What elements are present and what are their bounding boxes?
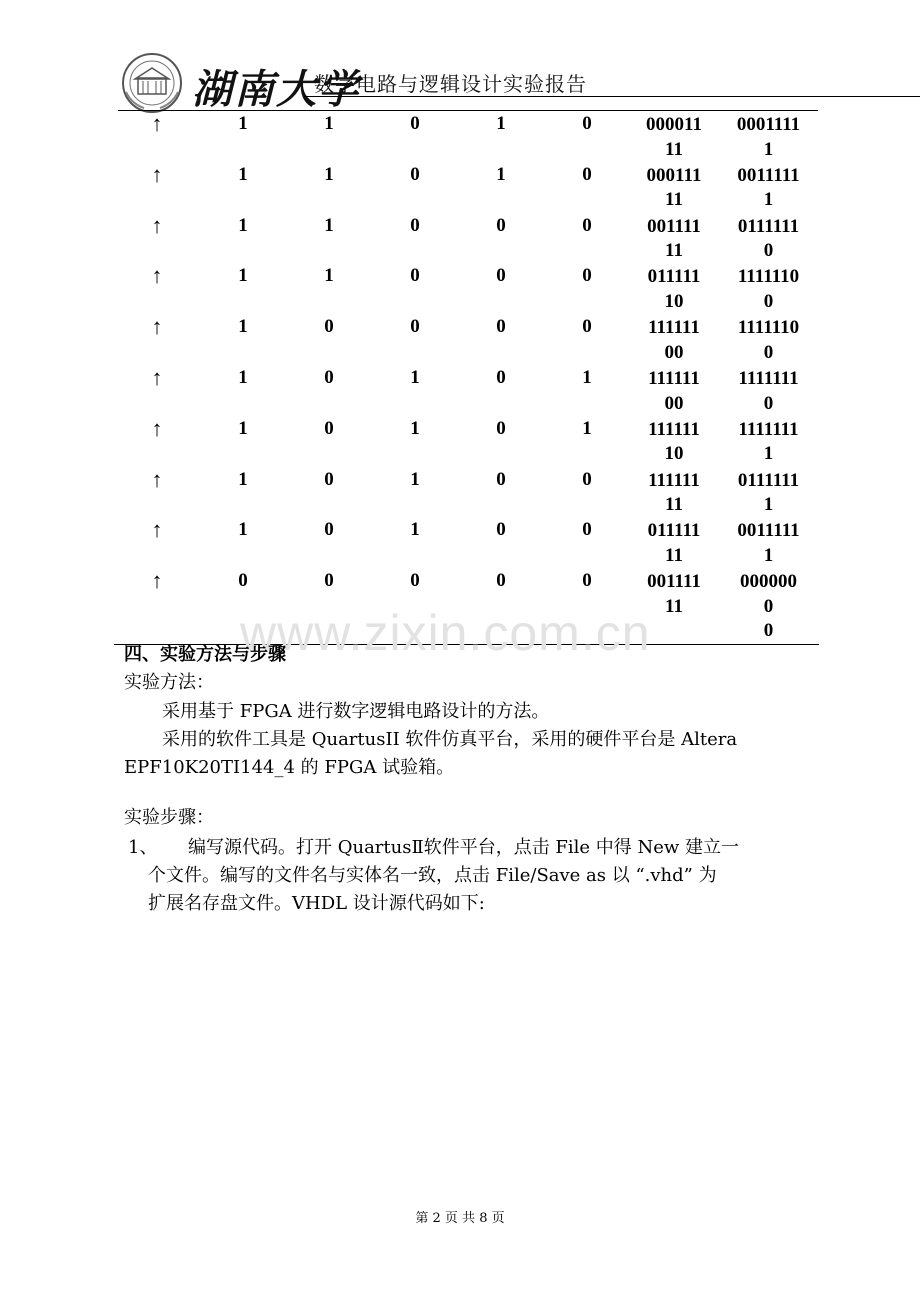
input-a-cell: 1 (238, 417, 248, 439)
clock-cell: ↑ (151, 568, 163, 594)
input-c-cell: 1 (410, 519, 420, 541)
table-row (114, 366, 819, 417)
input-c-cell: 0 (410, 570, 420, 592)
table-row (114, 264, 819, 315)
clock-cell: ↑ (151, 111, 163, 136)
input-c-cell: 0 (410, 316, 420, 338)
step-1-line-2: 个文件。编写的文件名与实体名一致，点击 File/Save as 以 “.vhd” 为 (148, 865, 717, 886)
output-q2-cell-line-1: 0000000 (740, 571, 797, 617)
output-q1-cell-line-1: 111111 (648, 317, 700, 339)
output-q2-cell-line-1: 1111110 (737, 266, 800, 288)
input-e-cell: 0 (582, 214, 592, 236)
clock-cell: ↑ (151, 415, 163, 441)
input-c-cell: 1 (410, 468, 420, 490)
input-d-cell: 0 (496, 214, 506, 236)
output-q2-cell (718, 468, 819, 519)
output-q2-cell-line-2: 1 (763, 138, 774, 160)
output-q2-cell (718, 214, 819, 265)
university-logo-text: 湖南大学 (192, 66, 360, 113)
input-e-cell: 0 (582, 163, 592, 185)
input-b-cell: 0 (324, 417, 334, 439)
output-q2-cell-line-2: 1 (763, 443, 774, 465)
input-a-cell: 1 (238, 163, 248, 185)
step-1-line-1: 编写源代码。打开 QuartusⅡ软件平台，点击 File 中得 New 建立一 (188, 837, 740, 858)
input-e-cell: 0 (582, 265, 592, 287)
section-heading: 四、实验方法与步骤 (124, 644, 286, 665)
input-c-cell: 0 (410, 265, 420, 287)
watermark: www.zixin.com.cn (240, 605, 651, 661)
input-b-cell: 1 (324, 265, 334, 287)
output-q1-cell-line-2: 11 (665, 494, 683, 516)
clock-cell: ↑ (151, 314, 163, 340)
output-q2-cell (718, 264, 819, 315)
header-divider (304, 96, 920, 97)
output-q1-cell-line-1: 001111 (647, 571, 701, 593)
output-q2-cell-line-2: 1 (763, 544, 774, 566)
table-row (114, 214, 819, 265)
output-q2-cell-line-2: 0 (763, 290, 774, 312)
input-e-cell: 1 (582, 366, 592, 388)
clock-cell: ↑ (151, 517, 163, 543)
output-q1-cell-line-1: 011111 (647, 520, 701, 542)
input-d-cell: 0 (496, 468, 506, 490)
input-b-cell: 1 (324, 163, 334, 185)
input-d-cell: 0 (496, 519, 506, 541)
output-q2-cell (718, 366, 819, 417)
table-top-divider (118, 110, 818, 111)
output-q1-cell-line-1: 111111 (648, 418, 700, 440)
output-q2-cell-line-1: 0001111 (736, 114, 801, 135)
table-row (114, 518, 819, 569)
clock-cell: ↑ (151, 466, 163, 492)
output-q1-cell (630, 417, 718, 468)
output-q1-cell-line-2: 11 (665, 240, 683, 262)
input-c-cell: 1 (410, 417, 420, 439)
input-a-cell: 1 (238, 113, 248, 134)
input-b-cell: 0 (324, 519, 334, 541)
output-q1-cell-line-2: 11 (665, 544, 683, 566)
output-q1-cell-line-1: 001111 (647, 215, 701, 237)
output-q2-cell-line-1: 0111111 (737, 215, 800, 237)
output-q2-cell (718, 417, 819, 468)
output-q1-cell (630, 518, 718, 569)
table-row (114, 468, 819, 519)
output-q1-cell-line-1: 011111 (647, 266, 701, 288)
input-c-cell: 0 (410, 163, 420, 185)
output-q1-cell (630, 264, 718, 315)
output-q1-cell (630, 112, 718, 163)
output-q2-cell-line-2: 0 (763, 620, 774, 642)
input-a-cell: 1 (238, 366, 248, 388)
input-a-cell: 1 (238, 316, 248, 338)
input-b-cell: 0 (324, 366, 334, 388)
input-c-cell: 0 (410, 214, 420, 236)
input-b-cell: 1 (324, 214, 334, 236)
input-b-cell: 0 (324, 570, 334, 592)
output-q2-cell (718, 315, 819, 366)
input-e-cell: 1 (582, 417, 592, 439)
output-q1-cell-line-1: 111111 (648, 469, 700, 491)
table-row (114, 315, 819, 366)
output-q1-cell-line-1: 000011 (646, 114, 702, 135)
university-seal-icon (118, 52, 190, 114)
step-1-line-3: 扩展名存盘文件。VHDL 设计源代码如下: (148, 893, 485, 914)
page-footer: 第 2 页 共 8 页 (415, 1211, 505, 1226)
method-paragraph-2-line-2: EPF10K20TI144_4 的 FPGA 试验箱。 (124, 757, 455, 778)
input-d-cell: 1 (496, 113, 506, 134)
output-q2-cell-line-1: 1111111 (738, 418, 799, 440)
clock-cell: ↑ (151, 263, 163, 289)
input-c-cell: 1 (410, 366, 420, 388)
output-q2-cell (718, 112, 819, 163)
input-b-cell: 0 (324, 468, 334, 490)
output-q2-cell-line-1: 0011111 (737, 164, 800, 186)
input-a-cell: 1 (238, 214, 248, 236)
report-title: 数字电路与逻辑设计实验报告 (314, 72, 587, 96)
output-q2-cell-line-1: 1111111 (738, 367, 799, 389)
output-q2-cell-line-2: 0 (763, 392, 774, 414)
page-header (118, 52, 818, 112)
input-e-cell: 0 (582, 468, 592, 490)
input-e-cell: 0 (582, 519, 592, 541)
table-row (114, 417, 819, 468)
input-a-cell: 1 (238, 265, 248, 287)
output-q1-cell-line-2: 00 (664, 341, 684, 363)
output-q2-cell-line-1: 0111111 (737, 469, 800, 491)
input-a-cell: 0 (238, 570, 248, 592)
output-q1-cell-line-2: 00 (664, 392, 684, 414)
output-q1-cell-line-2: 11 (665, 189, 683, 211)
output-q2-cell (718, 163, 819, 214)
output-q1-cell-line-2: 10 (664, 290, 684, 312)
input-d-cell: 0 (496, 265, 506, 287)
input-b-cell: 1 (324, 113, 334, 134)
output-q1-cell (630, 468, 718, 519)
output-q1-cell-line-2: 10 (664, 443, 684, 465)
output-q1-cell (630, 315, 718, 366)
input-d-cell: 1 (496, 163, 506, 185)
table-row (114, 163, 819, 214)
output-q1-cell-line-1: 000111 (646, 164, 702, 186)
truth-table (114, 112, 819, 645)
input-c-cell: 0 (410, 113, 420, 134)
input-e-cell: 0 (582, 316, 592, 338)
output-q2-cell-line-2: 0 (763, 341, 774, 363)
steps-label: 实验步骤： (124, 807, 214, 828)
output-q1-cell (630, 214, 718, 265)
method-paragraph-1: 采用基于 FPGA 进行数字逻辑电路设计的方法。 (162, 701, 550, 722)
output-q1-cell (630, 366, 718, 417)
input-d-cell: 0 (496, 366, 506, 388)
clock-cell: ↑ (151, 364, 163, 390)
output-q1-cell-line-1: 111111 (648, 367, 700, 389)
input-e-cell: 0 (582, 113, 592, 134)
output-q2-cell-line-2: 1 (763, 494, 774, 516)
output-q2-cell-line-2: 1 (763, 189, 774, 211)
method-paragraph-2-line-1: 采用的软件工具是 QuartusII 软件仿真平台，采用的硬件平台是 Altera (162, 729, 738, 750)
output-q2-cell-line-2: 0 (763, 240, 774, 262)
method-label: 实验方法： (124, 672, 214, 693)
input-a-cell: 1 (238, 519, 248, 541)
table-row (114, 112, 819, 163)
input-d-cell: 0 (496, 570, 506, 592)
output-q2-cell-line-1: 0011111 (737, 520, 800, 542)
input-d-cell: 0 (496, 417, 506, 439)
input-e-cell: 0 (582, 570, 592, 592)
output-q1-cell (630, 163, 718, 214)
input-a-cell: 1 (238, 468, 248, 490)
output-q1-cell-line-2: 11 (665, 595, 683, 617)
output-q2-cell (718, 518, 819, 569)
output-q2-cell (718, 569, 819, 644)
clock-cell: ↑ (151, 212, 163, 238)
step-1-number: 1、 (128, 837, 158, 858)
clock-cell: ↑ (151, 161, 163, 187)
output-q2-cell-line-1: 1111110 (737, 317, 800, 339)
output-q1-cell-line-2: 11 (665, 138, 683, 160)
input-d-cell: 0 (496, 316, 506, 338)
input-b-cell: 0 (324, 316, 334, 338)
